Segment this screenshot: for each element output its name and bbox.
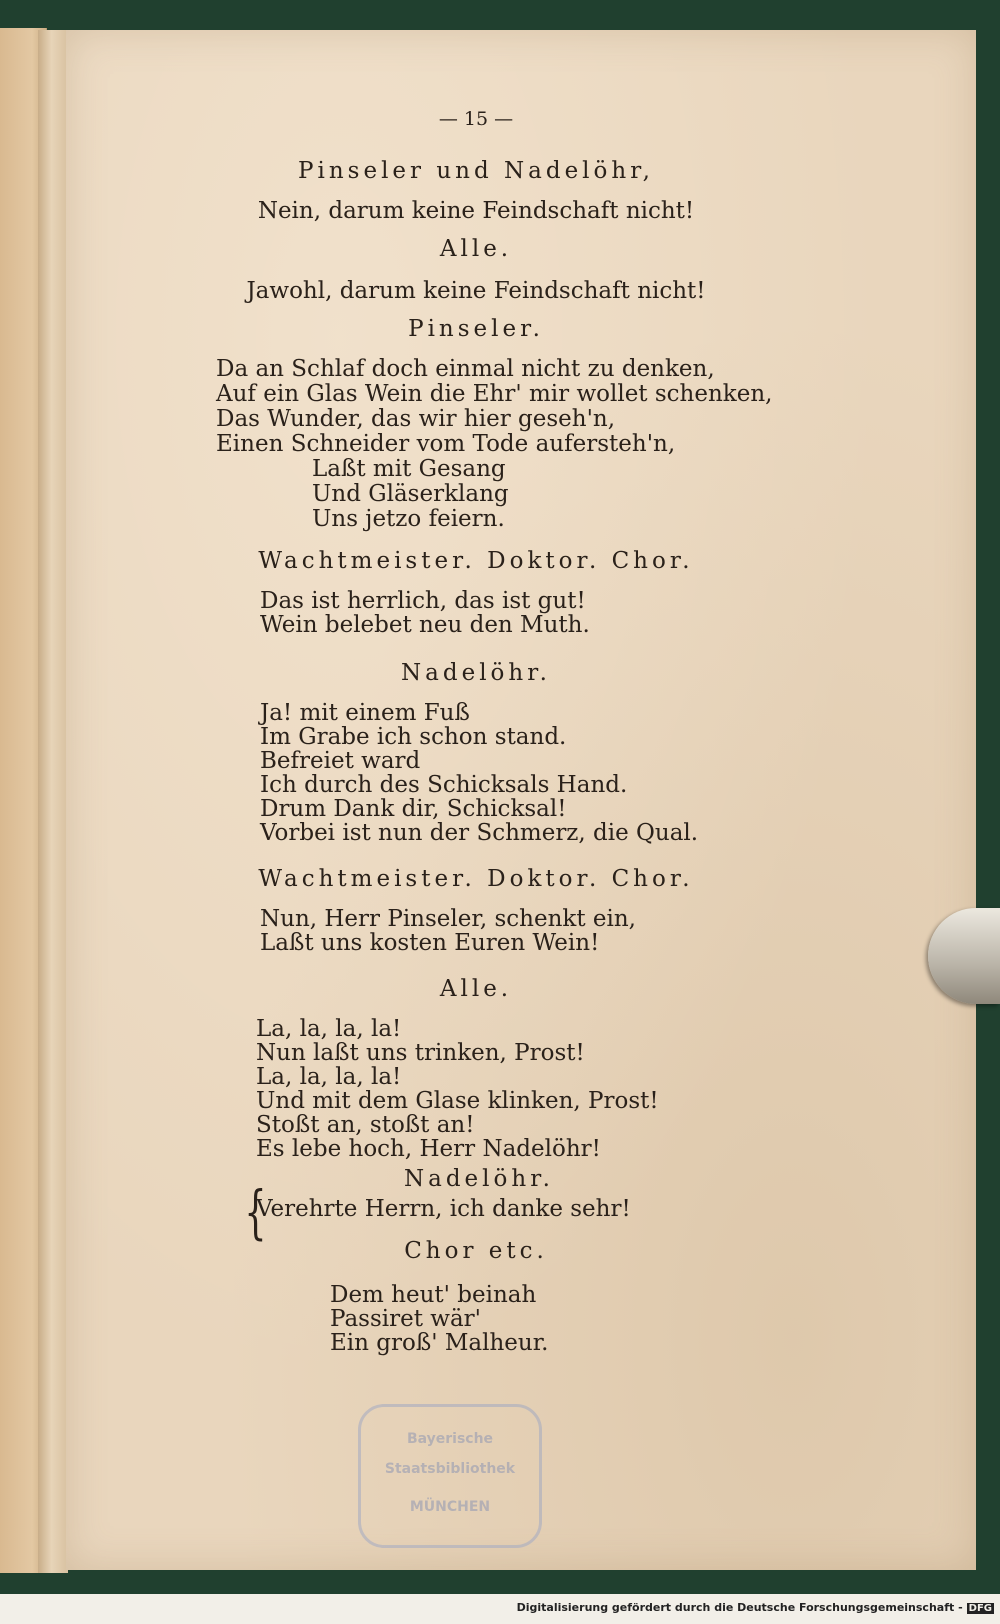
speaker-heading: Wachtmeister. Doktor. Chor. <box>258 866 694 892</box>
verse-line: Laßt uns kosten Euren Wein! <box>260 930 600 956</box>
dfg-logo: DFG <box>968 1603 992 1614</box>
speaker-heading: Nadelöhr. <box>404 1166 554 1192</box>
verse-line: Jawohl, darum keine Feindschaft nicht! <box>246 278 706 304</box>
speaker-heading: Alle. <box>439 236 513 262</box>
verse-line: Drum Dank dir, Schicksal! <box>260 796 567 822</box>
verse-line: Verehrte Herrn, ich danke sehr! <box>256 1196 631 1222</box>
verse-line: Auf ein Glas Wein die Ehr' mir wollet schenken, <box>216 381 773 407</box>
verse-line: Es lebe hoch, Herr Nadelöhr! <box>256 1136 601 1162</box>
verse-line: Vorbei ist nun der Schmerz, die Qual. <box>260 820 699 846</box>
speaker-heading: Pinseler. <box>408 316 544 342</box>
book-spine <box>38 30 68 1573</box>
verse-line: Befreiet ward <box>260 748 421 774</box>
verse-line: La, la, la, la! <box>256 1016 402 1042</box>
verse-line: Nun, Herr Pinseler, schenkt ein, <box>260 906 636 932</box>
verse-line: Das ist herrlich, das ist gut! <box>260 588 586 614</box>
verse-line: Ich durch des Schicksals Hand. <box>260 772 628 798</box>
page-number: — 15 — <box>438 108 514 130</box>
verse-line: Passiret wär' <box>330 1306 481 1332</box>
stamp-line: Staatsbibliothek <box>384 1461 516 1477</box>
verse-line: La, la, la, la! <box>256 1064 402 1090</box>
verse-line: Das Wunder, das wir hier geseh'n, <box>216 406 616 432</box>
brace-mark: { <box>244 1178 267 1246</box>
library-stamp <box>358 1404 542 1548</box>
speaker-heading: Nadelöhr. <box>401 660 551 686</box>
verse-line: Nun laßt uns trinken, Prost! <box>256 1040 585 1066</box>
speaker-heading: Chor etc. <box>404 1238 548 1264</box>
verse-line: Laßt mit Gesang <box>312 456 506 482</box>
stamp-line: MÜNCHEN <box>409 1499 491 1515</box>
speaker-heading: Alle. <box>439 976 513 1002</box>
verse-line: Im Grabe ich schon stand. <box>260 724 567 750</box>
verse-line: Ja! mit einem Fuß <box>260 700 470 726</box>
footer-text: Digitalisierung gefördert durch die Deutsche Forschungsgemeinschaft - <box>516 1601 963 1614</box>
verse-line: Dem heut' beinah <box>330 1282 537 1308</box>
stamp-line: Bayerische <box>406 1431 494 1447</box>
verse-line: Da an Schlaf doch einmal nicht zu denken, <box>216 356 715 382</box>
verse-line: Wein belebet neu den Muth. <box>260 612 590 638</box>
verse-line: Stoßt an, stoßt an! <box>256 1112 475 1138</box>
verse-line: Uns jetzo feiern. <box>312 506 505 532</box>
verse-line: Und mit dem Glase klinken, Prost! <box>256 1088 659 1114</box>
verse-line: Nein, darum keine Feindschaft nicht! <box>257 198 695 224</box>
verse-line: Ein groß' Malheur. <box>330 1330 549 1356</box>
speaker-heading: Pinseler und Nadelöhr, <box>298 158 654 184</box>
verse-line: Und Gläserklang <box>312 481 509 507</box>
digitization-footer <box>517 1601 994 1614</box>
speaker-heading: Wachtmeister. Doktor. Chor. <box>258 548 694 574</box>
verse-line: Einen Schneider vom Tode aufersteh'n, <box>216 431 676 457</box>
